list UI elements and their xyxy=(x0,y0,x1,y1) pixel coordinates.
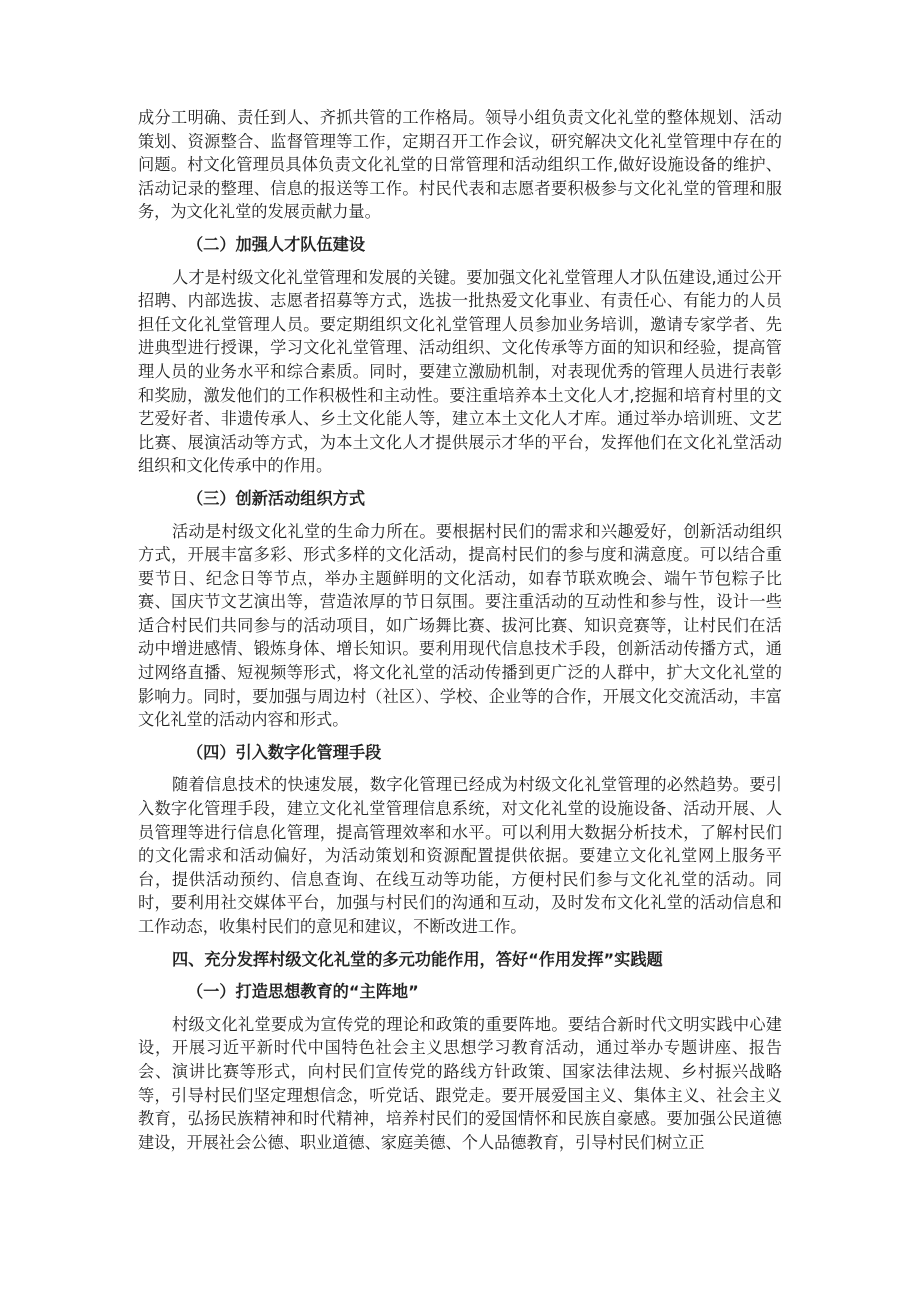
paragraph-activity-innovation: 活动是村级文化礼堂的生命力所在。要根据村民们的需求和兴趣爱好，创新活动组织方式，开展丰富多彩、形式多样的文化活动，提高村民们的参与度和满意度。可以结合重要节日、纪念日等节点，举办主题鲜明的文化活动，如春节联欢晚会、端午节包粽子比赛、国庆节文艺演出等，营造浓厚的节日氛围。要注重活动的互动性和参与性，设计一些适合村民们共同参与的活动项目，如广场舞比赛、拔河比赛、知识竞赛等，让村民们在活动中增进感情、锻炼身体、增长知识。要利用现代信息技术手段，创新活动传播方式，通过网络直播、短视频等形式，将文化礼堂的活动传播到更广泛的人群中，扩大文化礼堂的影响力。同时，要加强与周边村（社区）、学校、企业等的合作，开展文化交流活动，丰富文化礼堂的活动内容和形式。 xyxy=(138,521,782,730)
paragraph-talent-team: 人才是村级文化礼堂管理和发展的关键。要加强文化礼堂管理人才队伍建设,通过公开招聘、内部选拔、志愿者招募等方式，选拔一批热爱文化事业、有责任心、有能力的人员担任文化礼堂管理人员。要定期组织文化礼堂管理人员参加业务培训，邀请专家学者、先进典型进行授课，学习文化礼堂管理、活动组织、文化传承等方面的知识和经验，提高管理人员的业务水平和综合素质。同时，要建立激励机制，对表现优秀的管理人员进行表彰和奖励，激发他们的工作积极性和主动性。要注重培养本土文化人才,挖掘和培育村里的文艺爱好者、非遗传承人、乡土文化能人等，建立本土文化人才库。通过举办培训班、文艺比赛、展演活动等方式，为本土文化人才提供展示才华的平台，发挥他们在文化礼堂活动组织和文化传承中的作用。 xyxy=(138,267,782,476)
paragraph-ideology-education: 村级文化礼堂要成为宣传党的理论和政策的重要阵地。要结合新时代文明实践中心建设，开展习近平新时代中国特色社会主义思想学习教育活动，通过举办专题讲座、报告会、演讲比赛等形式，向村民们宣传党的路线方针政策、国家法律法规、乡村振兴战略等，引导村民们坚定理想信念，听党话、跟党走。要开展爱国主义、集体主义、社会主义教育，弘扬民族精神和时代精神，培养村民们的爱国情怀和民族自豪感。要加强公民道德建设，开展社会公德、职业道德、家庭美德、个人品德教育，引导村民们树立正 xyxy=(138,1014,782,1152)
heading-section-four: 四、充分发挥村级文化礼堂的多元功能作用，答好“作用发挥”实践题 xyxy=(172,949,663,969)
document-body xyxy=(138,106,782,1154)
paragraph-intro: 成分工明确、责任到人、齐抓共管的工作格局。领导小组负责文化礼堂的整体规划、活动策划、资源整合、监督管理等工作，定期召开工作会议，研究解决文化礼堂管理中存在的问题。村文化管理员具体负责文化礼堂的日常管理和活动组织工作,做好设施设备的维护、活动记录的整理、信息的报送等工作。村民代表和志愿者要积极参与文化礼堂的管理和服务，为文化礼堂的发展贡献力量。 xyxy=(138,108,782,222)
heading-talent-team: （二）加强人才队伍建设 xyxy=(187,234,366,254)
heading-ideology-education: （一）打造思想教育的“主阵地” xyxy=(187,982,419,1002)
heading-digital-management: （四）引入数字化管理手段 xyxy=(187,742,382,762)
paragraph-digital-management: 随着信息技术的快速发展，数字化管理已经成为村级文化礼堂管理的必然趋势。要引入数字化管理手段，建立文化礼堂管理信息系统，对文化礼堂的设施设备、活动开展、人员管理等进行信息化管理，提高管理效率和水平。可以利用大数据分析技术，了解村民们的文化需求和活动偏好，为活动策划和资源配置提供依据。要建立文化礼堂网上服务平台，提供活动预约、信息查询、在线互动等功能，方便村民们参与文化礼堂的活动。同时，要利用社交媒体平台，加强与村民们的沟通和互动，及时发布文化礼堂的活动信息和工作动态，收集村民们的意见和建议，不断改进工作。 xyxy=(138,775,782,936)
heading-activity-innovation: （三）创新活动组织方式 xyxy=(187,488,366,508)
